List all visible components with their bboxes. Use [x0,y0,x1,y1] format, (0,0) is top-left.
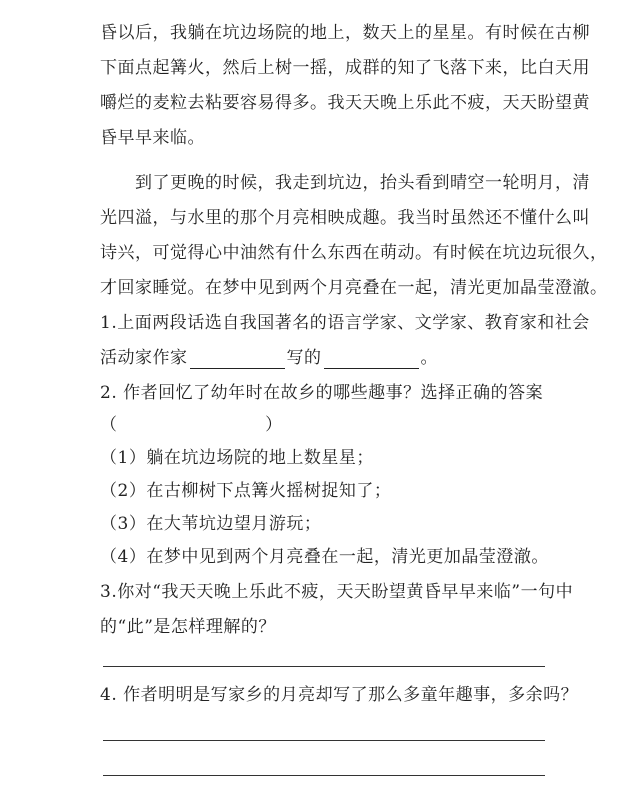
question-2-option-3: （3）在大苇坑边望月游玩； [100,514,322,534]
question-4-answer-line-1[interactable] [103,740,545,741]
question-2-line1: 2. 作者回忆了幼年时在故乡的哪些趣事？选择正确的答案 [100,383,544,403]
question-1-suffix: 。 [420,348,438,368]
passage-p1-line4: 昏早早来临。 [100,128,205,148]
question-3-line2: 的“此”是怎样理解的？ [100,617,276,637]
question-4-answer-line-2[interactable] [103,775,545,776]
passage-p1-line1: 昏以后，我躺在坑边场院的地上，数天上的星星。有时候在古柳 [100,23,590,43]
question-1-prefix: 活动家作家 [100,348,188,368]
passage-p2-line2: 光四溢，与水里的那个月亮相映成趣。我当时虽然还不懂什么叫 [100,208,590,228]
question-2-option-4: （4）在梦中见到两个月亮叠在一起，清光更加晶莹澄澈。 [100,547,549,567]
question-1-middle: 写的 [286,348,322,368]
question-4-line1: 4. 作者明明是写家乡的月亮却写了那么多童年趣事，多余吗？ [100,685,579,705]
passage-p2-line3: 诗兴，可觉得心中油然有什么东西在萌动。有时候在坑边玩很久， [100,243,608,263]
title-answer-blank[interactable] [324,352,419,369]
passage-p1-line2: 下面点起篝火，然后上树一摇，成群的知了飞落下来，比白天用 [100,58,590,78]
question-1-line1: 1.上面两段话选自我国著名的语言学家、文学家、教育家和社会 [100,313,590,333]
author-answer-blank[interactable] [190,352,285,369]
question-3-line1: 3.你对“我天天晚上乐此不疲，天天盼望黄昏早早来临”一句中 [100,582,574,602]
passage-p2-line4: 才回家睡觉。在梦中见到两个月亮叠在一起，清光更加晶莹澄澈。 [100,278,608,298]
question-1-line2 [100,347,550,369]
question-2-option-2: （2）在古柳树下点篝火摇树捉知了； [100,481,392,501]
question-3-answer-line[interactable] [103,666,545,667]
passage-p2-line1: 到了更晚的时候，我走到坑边，抬头看到晴空一轮明月，清 [135,173,590,193]
passage-p1-line3: 嚼烂的麦粒去粘要容易得多。我天天晚上乐此不疲，天天盼望黄 [100,93,590,113]
question-2-option-1: （1）躺在坑边场院的地上数星星； [100,448,374,468]
question-2-answer-brackets[interactable]: （ ） [100,415,283,435]
